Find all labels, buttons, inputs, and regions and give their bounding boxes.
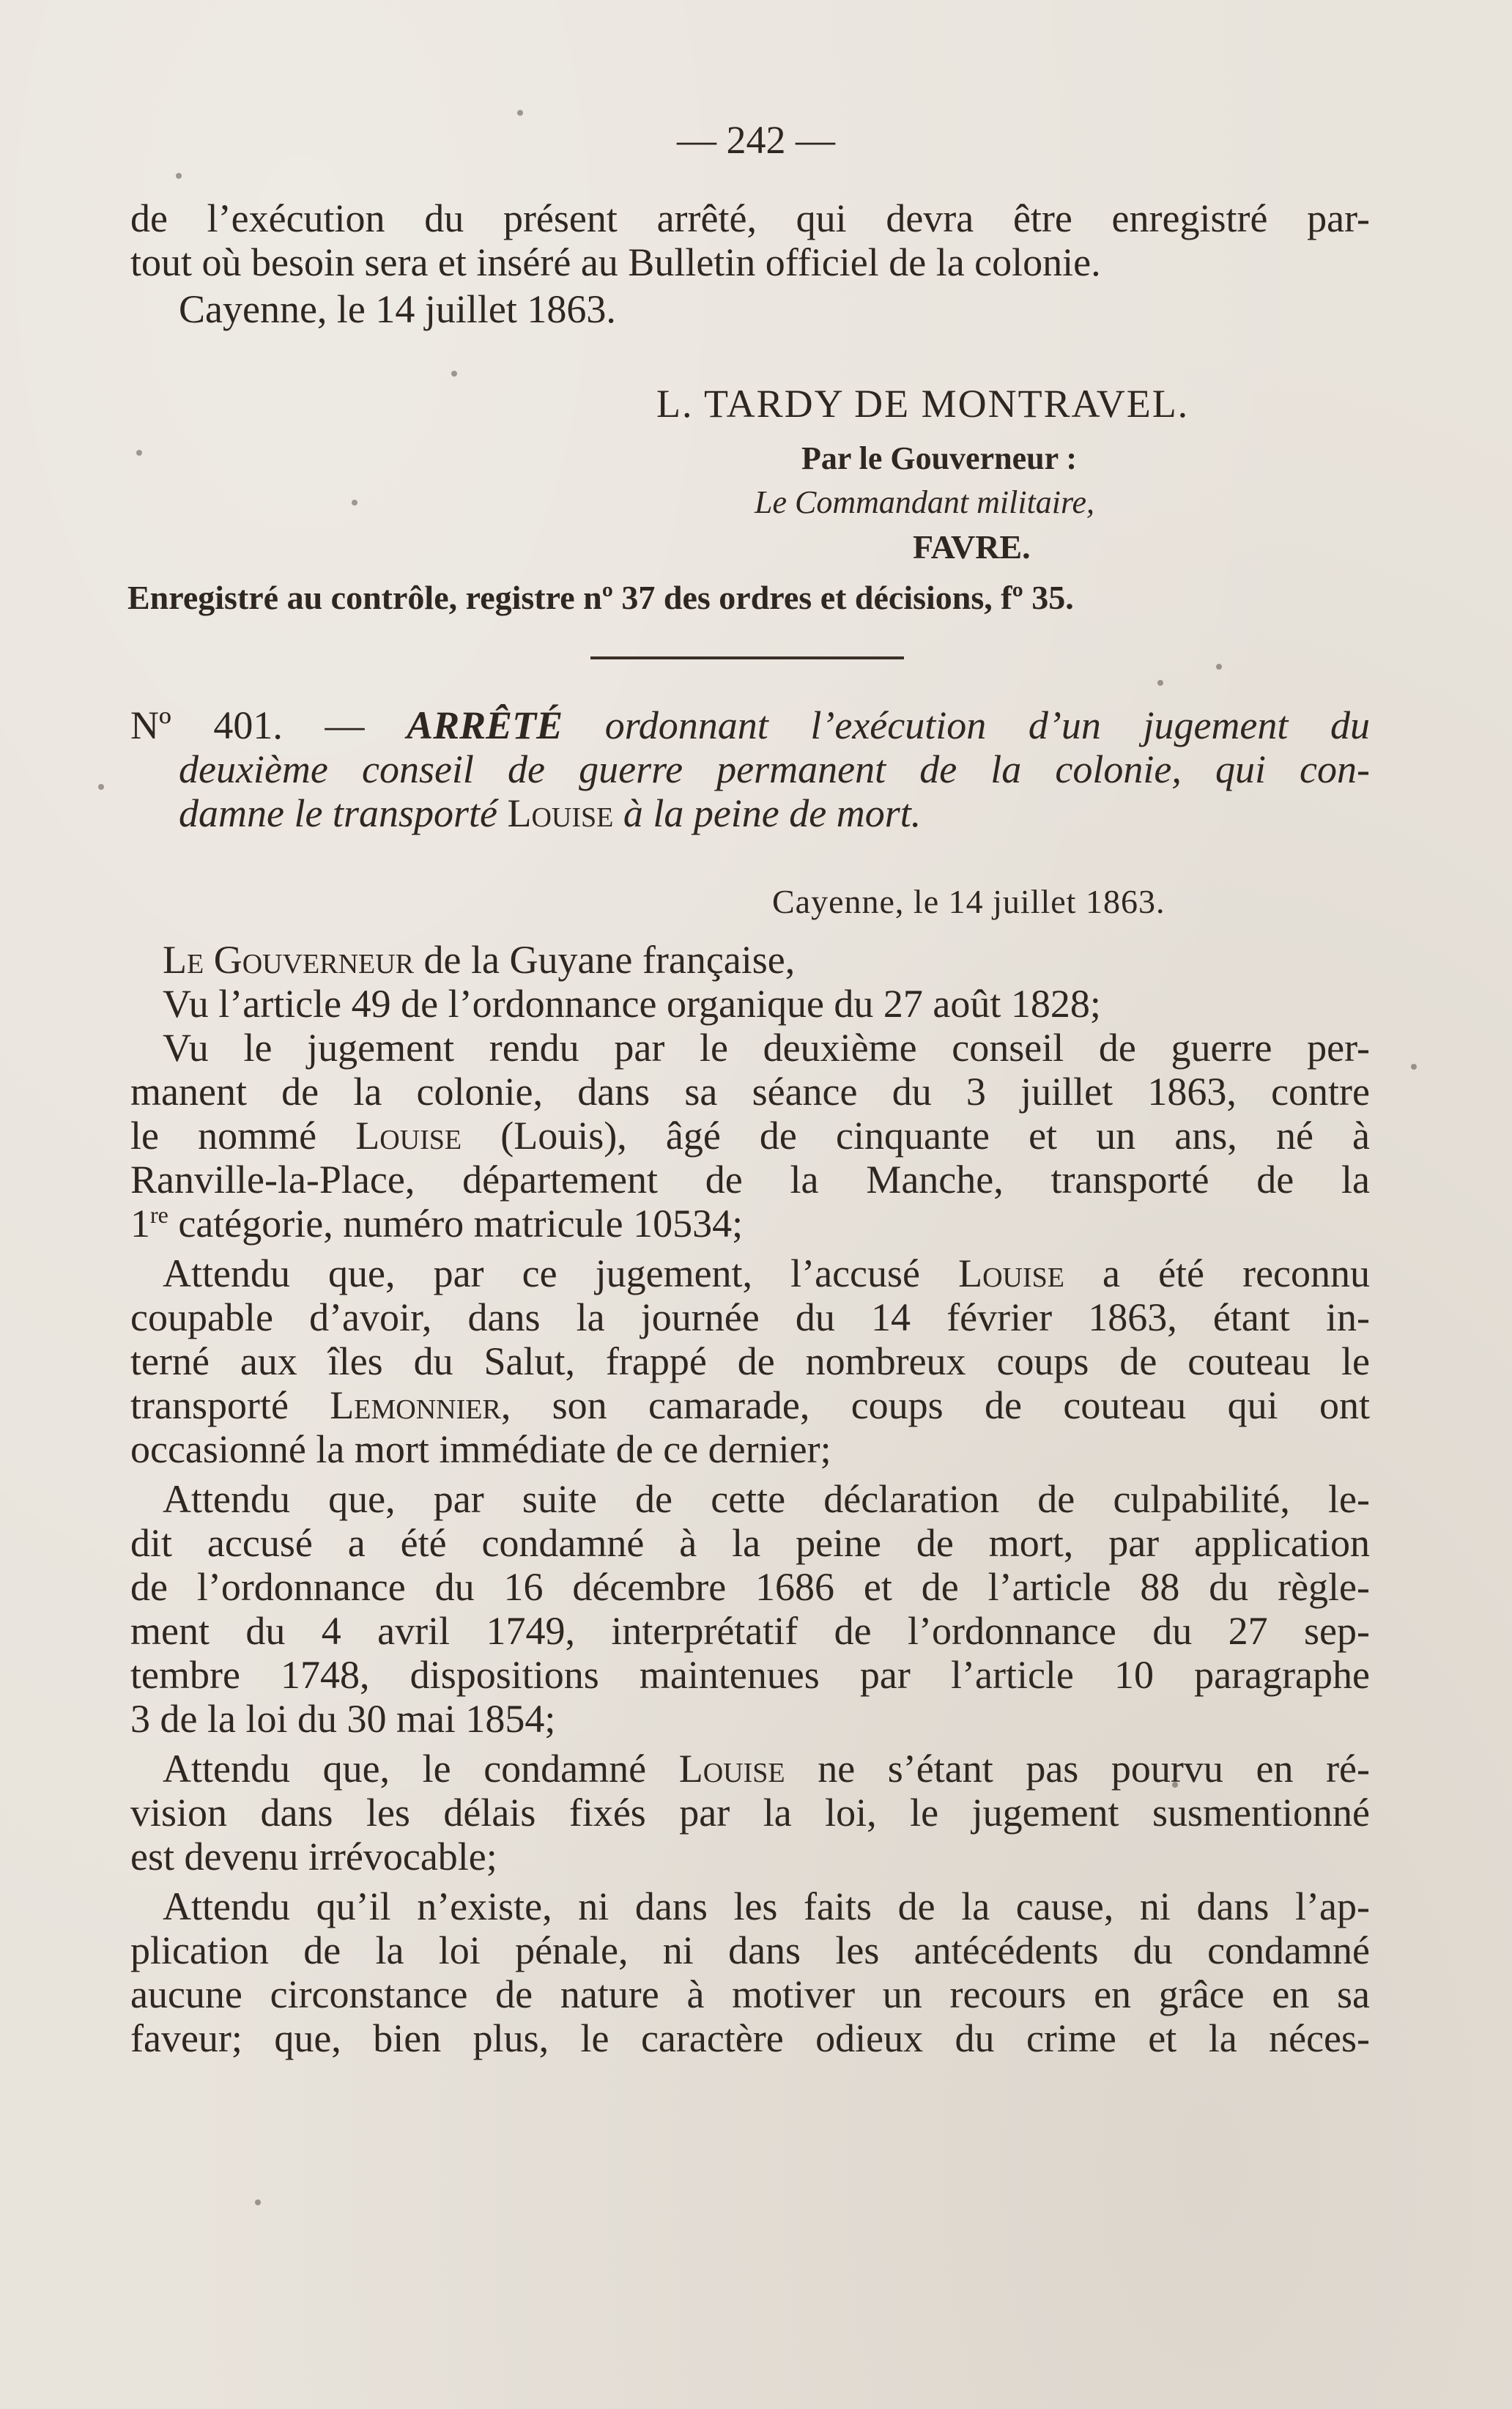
- text-span: de la Guyane française,: [423, 938, 796, 982]
- dateline: Cayenne, le 14 juillet 1863.: [772, 883, 1166, 920]
- intro-paragraph: [130, 196, 1370, 331]
- text-line: [130, 1202, 1370, 1246]
- text-line: [114, 1747, 1370, 1791]
- text-line: terné aux îles du Salut, frappé de nombreux coups de couteau le: [130, 1339, 1370, 1383]
- text-line: [114, 1251, 1370, 1295]
- text-line: tout où besoin sera et inséré au Bulletin officiel de la colonie.: [130, 240, 1101, 284]
- text-line: [130, 1383, 1370, 1427]
- convict-name: Louise: [507, 791, 614, 835]
- text-span: Attendu que, par ce jugement, l’accusé: [163, 1251, 921, 1295]
- text-span: ne s’étant pas pourvu en ré-: [818, 1747, 1370, 1791]
- text-line: manent de la colonie, dans sa séance du 3 juillet 1863, contre: [130, 1070, 1370, 1114]
- text-line: Vu le jugement rendu par le deuxième conseil de guerre per-: [163, 1026, 1370, 1070]
- paper-speck: [136, 450, 142, 456]
- text-span: (Louis), âgé de cinquante et un ans, né à: [500, 1114, 1371, 1158]
- text-line: de l’ordonnance du 16 décembre 1686 et de l’article 88 du règle-: [130, 1565, 1370, 1609]
- convict-name: Louise: [678, 1747, 785, 1791]
- text-span: Attendu que, le condamné: [163, 1747, 647, 1791]
- paper-speck: [1172, 1782, 1178, 1788]
- heading-line: [130, 703, 1370, 747]
- heading-text: ordonnant l’exécution d’un jugement du: [604, 703, 1370, 747]
- text-span: a été reconnu: [1102, 1251, 1371, 1295]
- section-divider: [590, 656, 904, 659]
- governor-title: Le Gouverneur: [163, 938, 415, 982]
- paper-speck: [517, 110, 523, 116]
- page-number: — 242 —: [677, 118, 835, 162]
- text-line: est devenu irrévocable;: [130, 1835, 497, 1879]
- text-line: ment du 4 avril 1749, interprétatif de l’ordonnance du 27 sep-: [130, 1609, 1370, 1653]
- text-line: occasionné la mort immédiate de ce dernier;: [130, 1427, 831, 1471]
- heading-text: à la peine de mort.: [623, 791, 922, 835]
- text-span: catégorie, numéro matricule 10534;: [178, 1202, 744, 1246]
- heading-line: deuxième conseil de guerre permanent de la colonie, qui con-: [179, 747, 1370, 791]
- text-line: aucune circonstance de nature à motiver un recours en grâce en sa: [130, 1972, 1370, 2016]
- heading-dash: —: [325, 703, 365, 747]
- text-span: transporté: [130, 1383, 289, 1427]
- heading-text: damne le transporté: [179, 791, 497, 835]
- arrete-body: [130, 938, 1370, 2060]
- text-line: vision dans les délais fixés par la loi, le jugement susmentionné: [130, 1791, 1370, 1835]
- text-line: Vu l’article 49 de l’ordonnance organique du 27 août 1828;: [163, 982, 1101, 1026]
- text-line: Attendu qu’il n’existe, ni dans les faits de la cause, ni dans l’ap-: [163, 1884, 1370, 1928]
- convict-name: Louise: [958, 1251, 1064, 1295]
- text-line: coupable d’avoir, dans la journée du 14 février 1863, étant in-: [130, 1295, 1370, 1339]
- paper-speck: [98, 784, 104, 790]
- paper-speck: [255, 2199, 261, 2205]
- text-span: , son camarade, coups de couteau qui ont: [500, 1383, 1371, 1427]
- text-line: 3 de la loi du 30 mai 1854;: [130, 1697, 556, 1741]
- place-date: Cayenne, le 14 juillet 1863.: [179, 287, 616, 331]
- victim-name: Lemonnier: [330, 1383, 501, 1427]
- text-line: tembre 1748, dispositions maintenues par l’article 10 paragraphe: [130, 1653, 1370, 1697]
- text-line: de l’exécution du présent arrêté, qui devra être enregistré par-: [130, 196, 1370, 240]
- text-line: faveur; que, bien plus, le caractère odieux du crime et la néces-: [130, 2016, 1370, 2060]
- paper-speck: [451, 371, 457, 377]
- paper-speck: [1216, 664, 1222, 670]
- text-span: le nommé: [130, 1114, 317, 1158]
- text-line: Attendu que, par suite de cette déclaration de culpabilité, le-: [163, 1477, 1370, 1521]
- signatory-name: L. TARDY DE MONTRAVEL.: [656, 382, 1190, 426]
- paper-speck: [352, 500, 357, 506]
- text-line: dit accusé a été condamné à la peine de mort, par application: [130, 1521, 1370, 1565]
- superscript: re: [150, 1202, 168, 1228]
- governor-line: [114, 938, 1370, 982]
- countersignatory-name: FAVRE.: [913, 528, 1031, 566]
- arrete-heading: [130, 703, 1370, 835]
- par-le-gouverneur: Par le Gouverneur :: [801, 440, 1077, 476]
- registration-note: Enregistré au contrôle, registre nº 37 des ordres et décisions, fº 35.: [127, 579, 1074, 616]
- heading-line: [130, 791, 1370, 835]
- paper-speck: [176, 173, 182, 179]
- paper-speck: [1411, 1064, 1417, 1070]
- convict-name: Louise: [355, 1114, 462, 1158]
- signatory-role: Le Commandant militaire,: [755, 484, 1095, 520]
- text-line: [130, 1114, 1370, 1158]
- paper-speck: [1157, 680, 1163, 686]
- text-line: Ranville-la-Place, département de la Manche, transporté de la: [130, 1158, 1370, 1202]
- arrete-number: Nº 401.: [130, 703, 283, 747]
- arrete-word: ARRÊTÉ: [407, 703, 563, 747]
- text-line: plication de la loi pénale, ni dans les antécédents du condamné: [130, 1928, 1370, 1972]
- text-span: 1: [130, 1202, 150, 1246]
